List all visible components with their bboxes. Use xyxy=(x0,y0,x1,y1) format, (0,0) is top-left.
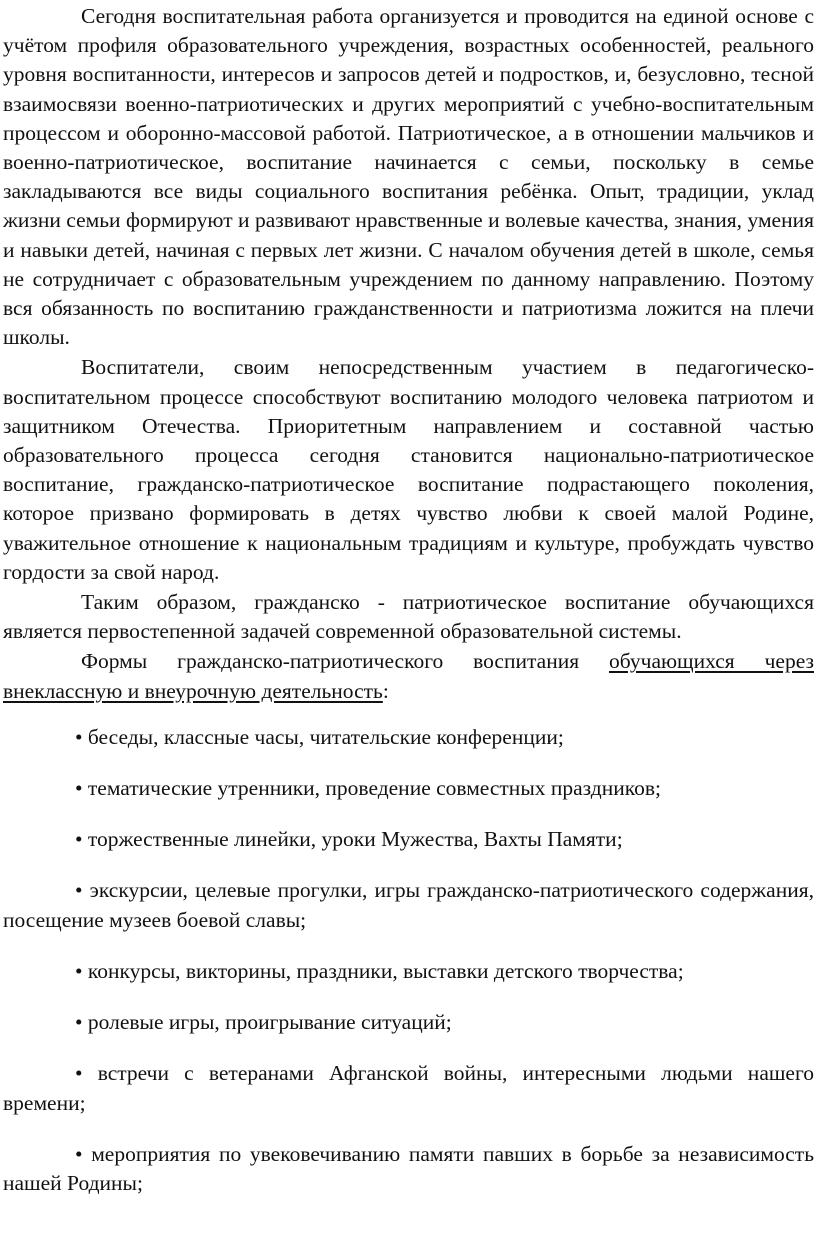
list-item: • беседы, классные часы, читательские конференции; xyxy=(75,724,564,749)
forms-heading-underlined: обучающихся через внеклассную и внеурочную деятельность xyxy=(3,649,814,703)
list-item: • мероприятия по увековечиванию памяти павших в борьбе за независимость нашей Родины; xyxy=(3,1141,814,1195)
list-item: • экскурсии, целевые прогулки, игры гражданско-патриотического содержания, посещение музеев боевой славы; xyxy=(3,878,814,932)
paragraph-conclusion: Таким образом, гражданско - патриотическое воспитание обучающихся является первостепенной задачей современной образовательной системы. xyxy=(3,590,814,644)
list-item: • тематические утренники, проведение совместных праздников; xyxy=(75,776,661,801)
list-item: • конкурсы, викторины, праздники, выставки детского творчества; xyxy=(75,958,684,983)
list-item: • ролевые игры, проигрывание ситуаций; xyxy=(75,1010,452,1035)
paragraph-forms-heading xyxy=(3,647,814,705)
forms-heading-lead: Формы гражданско-патриотического воспитания xyxy=(81,649,610,674)
paragraph-family-role: Сегодня воспитательная работа организуется и проводится на единой основе с учётом профиля образовательного учреждения, возрастных особенностей, реального уровня воспитанности, интересов и запросов детей и подростков, и, безусловно, тесной взаимосвязи военно-патриотических и других мероприятий с учебно-воспитательным процессом и оборонно-массовой работой. Патриотическое, а в отношении мальчиков и военно-патриотическое, воспитание начинается с семьи, поскольку в семье закладываются все виды социального воспитания ребёнка. Опыт, традиции, уклад жизни семьи формируют и развивают нравственные и волевые качества, знания, умения и навыки детей, начиная с первых лет жизни. С началом обучения детей в школе, семья не сотрудничает с образовательным учреждением по данному направлению. Поэтому вся обязанность по воспитанию гражданственности и патриотизма ложится на плечи школы. xyxy=(3,4,814,350)
paragraph-educators-role: Воспитатели, своим непосредственным участием в педагогическо-воспитательном процессе способствуют воспитанию молодого человека патриотом и защитником Отечества. Приоритетным направлением и составной частью образовательного процесса сегодня становится национально-патриотическое воспитание, гражданско-патриотическое воспитание подрастающего поколения, которое призвано формировать в детях чувство любви к своей малой Родине, уважительное отношение к национальным традициям и культуре, пробуждать чувство гордости за свой народ. xyxy=(3,355,814,584)
list-item: • встречи с ветеранами Афганской войны, интересными людьми нашего времени; xyxy=(3,1061,814,1115)
forms-heading-tail: : xyxy=(382,678,389,703)
list-item: • торжественные линейки, уроки Мужества, Вахты Памяти; xyxy=(75,827,623,852)
